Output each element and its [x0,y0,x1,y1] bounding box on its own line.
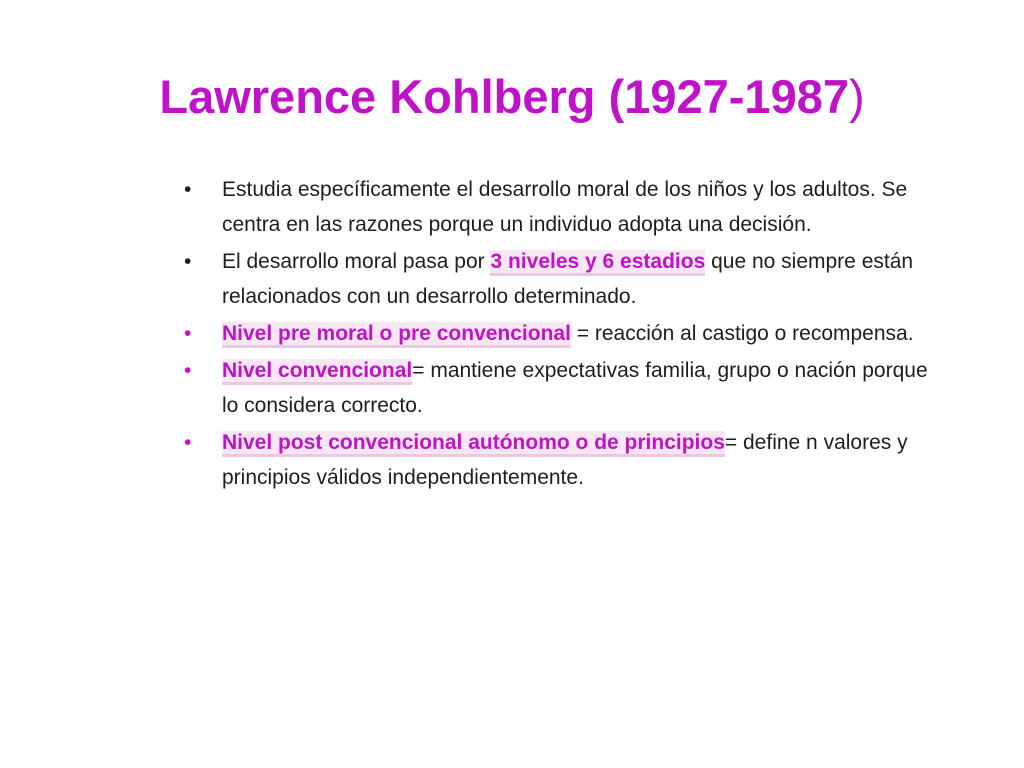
slide-title-main: Lawrence Kohlberg (1927-1987 [159,70,849,123]
bullet-highlight: Nivel pre moral o pre convencional [222,322,571,348]
bullet-text-post: = mantiene expectativas familia, grupo o nación porque lo considera correcto. [222,359,928,417]
bullet-highlight: Nivel post convencional autónomo o de principios [222,431,725,457]
bullet-marker: • [184,431,192,454]
bullet-marker: • [184,250,192,273]
bullet-list [182,172,942,497]
bullet-text-post: que no siempre están relacionados con un desarrollo determinado. [222,250,914,308]
bullet-item-3 [182,316,942,351]
bullet-item-2 [182,244,942,314]
bullet-text-post: = reacción al castigo o recompensa. [570,322,914,345]
bullet-text-post: = define n valores y principios válidos independientemente. [222,431,908,489]
bullet-marker: • [184,322,192,345]
slide-title [0,62,1024,132]
bullet-marker: • [184,359,192,382]
bullet-item-5 [182,425,942,495]
bullet-item-1 [182,172,942,242]
bullet-highlight: Nivel convencional [222,359,412,385]
bullet-marker: • [184,178,192,201]
bullet-text-pre: El desarrollo moral pasa por [222,250,491,273]
bullet-item-4 [182,353,942,423]
slide-title-close: ) [848,70,865,123]
bullet-highlight: 3 niveles y 6 estadios [490,250,705,276]
bullet-text: Estudia específicamente el desarrollo moral de los niños y los adultos. Se centra en las razones porque un individuo adopta una decisión. [222,178,908,236]
